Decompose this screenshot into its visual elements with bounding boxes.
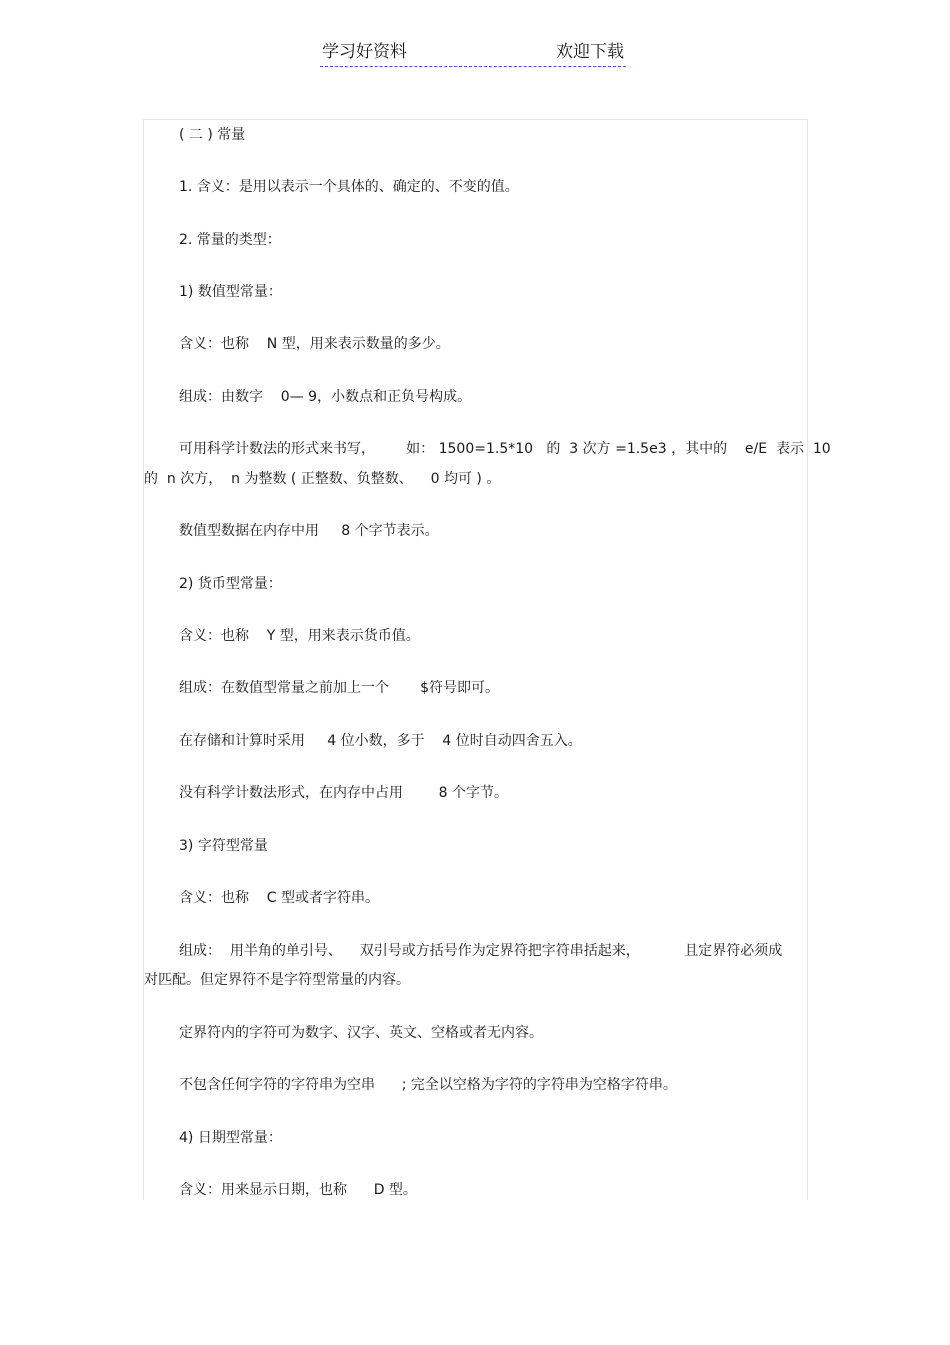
subheading-numeric: 1) 数值型常量： <box>179 284 282 300</box>
paragraph-numeric-composition: 组成：由数字 0— 9，小数点和正负号构成。 <box>179 389 472 405</box>
paragraph-delimiter-content: 定界符内的字符可为数字、汉字、英文、空格或者无内容。 <box>179 1025 543 1041</box>
paragraph-character-composition-line2: 对匹配。但定界符不是字符型常量的内容。 <box>144 972 410 988</box>
paragraph-character-composition-line1: 组成： 用半角的单引号、 双引号或方括号作为定界符把字符串括起来， 且定界符必须成 <box>179 943 783 959</box>
paragraph-numeric-memory: 数值型数据在内存中用 8 个字节表示。 <box>179 523 439 539</box>
paragraph-currency-meaning: 含义：也称 Y 型，用来表示货币值。 <box>179 628 420 644</box>
header-right-text: 欢迎下载 <box>556 42 624 62</box>
subheading-character: 3) 字符型常量 <box>179 838 268 854</box>
paragraph-currency-rounding: 在存储和计算时采用 4 位小数，多于 4 位时自动四舍五入。 <box>179 733 582 749</box>
paragraph-numeric-meaning: 含义：也称 N 型，用来表示数量的多少。 <box>179 336 450 352</box>
subheading-date: 4) 日期型常量： <box>179 1130 282 1146</box>
paragraph-scientific-line2: 的 n 次方， n 为整数 ( 正整数、负整数、 0 均可 ) 。 <box>144 471 501 487</box>
header-left-text: 学习好资料 <box>322 42 407 62</box>
subheading-currency: 2) 货币型常量： <box>179 576 282 592</box>
paragraph-meaning: 1. 含义：是用以表示一个具体的、确定的、不变的值。 <box>179 179 519 195</box>
paragraph-scientific-line1: 可用科学计数法的形式来书写， 如： 1500=1.5*10 的 3 次方 =1.5e3 ，其中的 e/E 表示 10 <box>179 441 831 457</box>
content-box <box>143 119 831 1200</box>
paragraph-empty-string: 不包含任何字符的字符串为空串 ; 完全以空格为字符的字符串为空格字符串。 <box>179 1077 677 1093</box>
paragraph-date-meaning: 含义：用来显示日期，也称 D 型。 <box>179 1182 417 1198</box>
section-heading: ( 二 ) 常量 <box>179 127 246 143</box>
paragraph-currency-composition: 组成：在数值型常量之前加上一个 $符号即可。 <box>179 680 500 696</box>
paragraph-character-meaning: 含义：也称 C 型或者字符串。 <box>179 890 380 906</box>
paragraph-currency-memory: 没有科学计数法形式，在内存中占用 8 个字节。 <box>179 785 508 801</box>
page-header <box>320 40 626 67</box>
paragraph-types: 2. 常量的类型： <box>179 232 281 248</box>
